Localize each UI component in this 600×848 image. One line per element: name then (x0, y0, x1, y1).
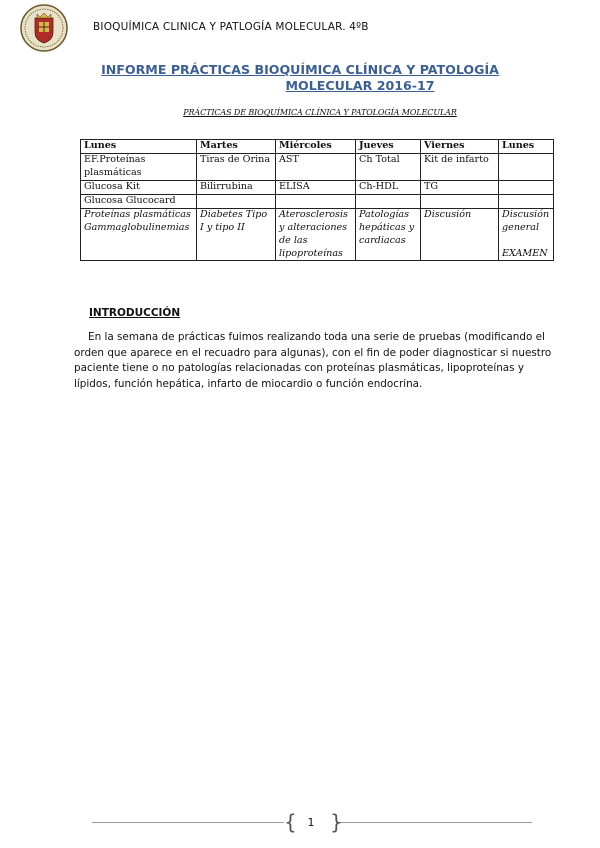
table-cell (499, 180, 554, 194)
table-cell: EF.Proteínas plasmáticas (81, 153, 197, 180)
table-cell (499, 208, 554, 261)
table-cell: Discusión (421, 208, 499, 261)
footer-divider-right (336, 822, 532, 823)
column-header: Viernes (421, 140, 499, 154)
table-cell: Kit de infarto (421, 153, 499, 180)
table-cell: Glucosa Kit (81, 180, 197, 194)
table-cell: Glucosa Glucocard (81, 194, 197, 208)
introduction-heading: INTRODUCCIÓN (89, 307, 181, 319)
table-cell (499, 153, 554, 180)
table-row (81, 208, 554, 261)
column-header: Martes (197, 140, 276, 154)
table-cell: Patologías hepáticas y cardiacas (356, 208, 421, 261)
exam-label: EXAMEN (502, 247, 548, 259)
paragraph-text: En la semana de prácticas fuimos realizando toda una serie de pruebas (modificando el orden que aparece en el recuadro para algunas), con el fin de poder diagnosticar si nuestro paciente tiene o no patologías relacionadas con proteínas plasmáticas, lipoproteínas y lípidos, función hepática, infarto de miocardio o función endocrina. (74, 331, 552, 390)
table-row (81, 180, 554, 194)
report-title-line2: MOLECULAR 2016-17 (285, 78, 435, 93)
right-brace-icon: } (330, 810, 343, 834)
table-cell: AST (276, 153, 356, 180)
table-cell: Bilirrubina (197, 180, 276, 194)
column-header: Lunes (499, 140, 554, 154)
table-cell: ELISA (276, 180, 356, 194)
left-brace-icon: { (284, 810, 297, 834)
column-header: Miércoles (276, 140, 356, 154)
footer-divider-left (92, 822, 284, 823)
practice-schedule-table (80, 139, 554, 261)
table-row (81, 194, 554, 208)
report-subtitle: PRÁCTICAS DE BIOQUÍMICA CLÍNICA Y PATOLOGÍA MOLECULAR (183, 108, 457, 117)
table-cell: Proteínas plasmáticas Gammaglobulinemias (81, 208, 197, 261)
table-cell (421, 194, 499, 208)
page-number: 1 (307, 816, 315, 829)
table-cell: Diabetes Tipo I y tipo II (197, 208, 276, 261)
table-cell: Tiras de Orina (197, 153, 276, 180)
table-cell (356, 194, 421, 208)
report-title-line1: INFORME PRÁCTICAS BIOQUÍMICA CLÍNICA Y PATOLOGÍA (101, 62, 499, 77)
table-cell: TG (421, 180, 499, 194)
table-cell: Ch-HDL (356, 180, 421, 194)
table-cell (276, 194, 356, 208)
running-header: BIOQUÍMICA CLINICA Y PATLOGÍA MOLECULAR. 4ºB (93, 21, 369, 33)
cell-text: Discusión general (502, 208, 550, 233)
table-header-row (81, 140, 554, 154)
introduction-paragraph (74, 330, 554, 392)
table-row (81, 153, 554, 180)
table-cell: Ch Total (356, 153, 421, 180)
table-cell: Aterosclerosis y alteraciones de las lipoproteínas (276, 208, 356, 261)
table-cell (197, 194, 276, 208)
university-seal-logo (20, 4, 68, 52)
column-header: Lunes (81, 140, 197, 154)
column-header: Jueves (356, 140, 421, 154)
table-cell (499, 194, 554, 208)
